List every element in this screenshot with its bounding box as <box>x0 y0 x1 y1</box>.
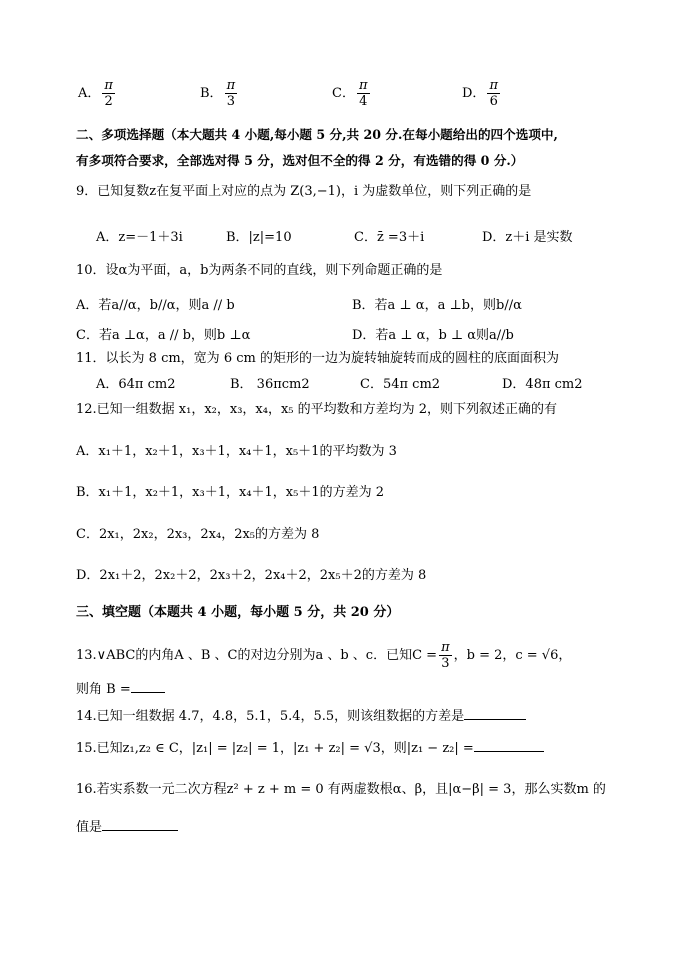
q8-option-d: D． $\frac{\pi}{6}$ <box>462 78 498 109</box>
q12-option-d: D．2x₁＋2，2x₂＋2，2x₃＋2，2x₄＋2，2x₅＋2的方差为 8 <box>76 568 427 583</box>
q11-option-b: B． 36πcm2 <box>230 377 310 392</box>
q10-stem: 10．设α为平面，a，b为两条不同的直线，则下列命题正确的是 <box>76 263 443 278</box>
q13-part1: 13.∨ABC的内角A 、B 、C的对边分别为a 、b 、c．已知C = <box>76 648 438 663</box>
q12-option-c: C．2x₁，2x₂，2x₃，2x₄，2x₅的方差为 8 <box>76 527 320 542</box>
q13-part2: ，b = 2，c = √6， <box>453 648 572 663</box>
q16-line2 <box>76 818 178 837</box>
q13-line2 <box>76 680 165 699</box>
q8-option-a: A． $\frac{\pi}{2}$ <box>78 78 113 109</box>
q10-option-c: C．若a ⊥α，a // b，则b ⊥α <box>76 328 251 343</box>
q11-option-c: C．54π cm2 <box>360 377 441 392</box>
section2-heading-line2: 有多项符合要求，全部选对得 5 分，选对但不全的得 2 分，有选错的得 0 分.） <box>76 153 524 168</box>
q14-answer-blank[interactable] <box>464 707 526 720</box>
q15-text: 15.已知z₁,z₂ ∈ C，|z₁| = |z₂| = 1，|z₁ + z₂| = √3，则|z₁ − z₂| = <box>76 741 474 756</box>
q10-option-a: A．若a//α，b//α，则a // b <box>76 298 235 313</box>
q12-stem: 12.已知一组数据 x₁，x₂，x₃，x₄，x₅ 的平均数和方差均为 2，则下列叙述正确的有 <box>76 402 558 417</box>
q9-option-b: B．|z|=10 <box>226 230 292 245</box>
q9-option-a: A．z=－1＋3i <box>96 230 183 245</box>
q16-line2-text: 值是 <box>76 820 103 835</box>
q8-option-c: C． $\frac{\pi}{4}$ <box>332 78 368 109</box>
q9-option-d: D．z＋i 是实数 <box>482 230 573 245</box>
q15 <box>76 739 544 758</box>
q14-text: 14.已知一组数据 4.7，4.8，5.1，5.4，5.5，则该组数据的方差是 <box>76 709 465 724</box>
q9-stem: 9．已知复数z在复平面上对应的点为 Z(3,−1)，i 为虚数单位，则下列正确的是 <box>76 184 532 199</box>
section3-heading: 三、填空题（本题共 4 小题，每小题 5 分，共 20 分） <box>76 605 400 620</box>
section2-heading-line1: 二、多项选择题（本大题共 4 小题,每小题 5 分,共 20 分.在每小题给出的四个选项中, <box>76 127 558 142</box>
q8-option-b: B． $\frac{\pi}{3}$ <box>200 78 236 109</box>
q10-option-b: B．若a ⊥ α，a ⊥b，则b//α <box>352 298 522 313</box>
q12-option-b: B．x₁＋1，x₂＋1，x₃＋1，x₄＋1，x₅＋1的方差为 2 <box>76 485 385 500</box>
q12-option-a: A．x₁＋1，x₂＋1，x₃＋1，x₄＋1，x₅＋1的平均数为 3 <box>76 444 397 459</box>
q15-answer-blank[interactable] <box>474 739 544 752</box>
q11-stem: 11．以长为 8 cm，宽为 6 cm 的矩形的一边为旋转轴旋转而成的圆柱的底面面积为 <box>76 351 559 366</box>
q13-answer-blank[interactable] <box>131 680 165 693</box>
q11-option-a: A．64π cm2 <box>96 377 176 392</box>
q13-line1 <box>76 636 571 676</box>
q9-option-c: C．z̄ =3＋i <box>354 230 425 245</box>
q13-fraction: $\frac{\pi}{3}$ <box>441 640 450 671</box>
q11-option-d: D．48π cm2 <box>502 377 583 392</box>
q14 <box>76 707 526 726</box>
q13-line2-text: 则角 B = <box>76 682 131 697</box>
q16-answer-blank[interactable] <box>102 818 178 831</box>
q16-line1: 16.若实系数一元二次方程z² + z + m = 0 有两虚数根α、β，且|α−β| = 3，那么实数m 的 <box>76 782 606 797</box>
q10-option-d: D．若a ⊥ α，b ⊥ α则a//b <box>352 328 514 343</box>
